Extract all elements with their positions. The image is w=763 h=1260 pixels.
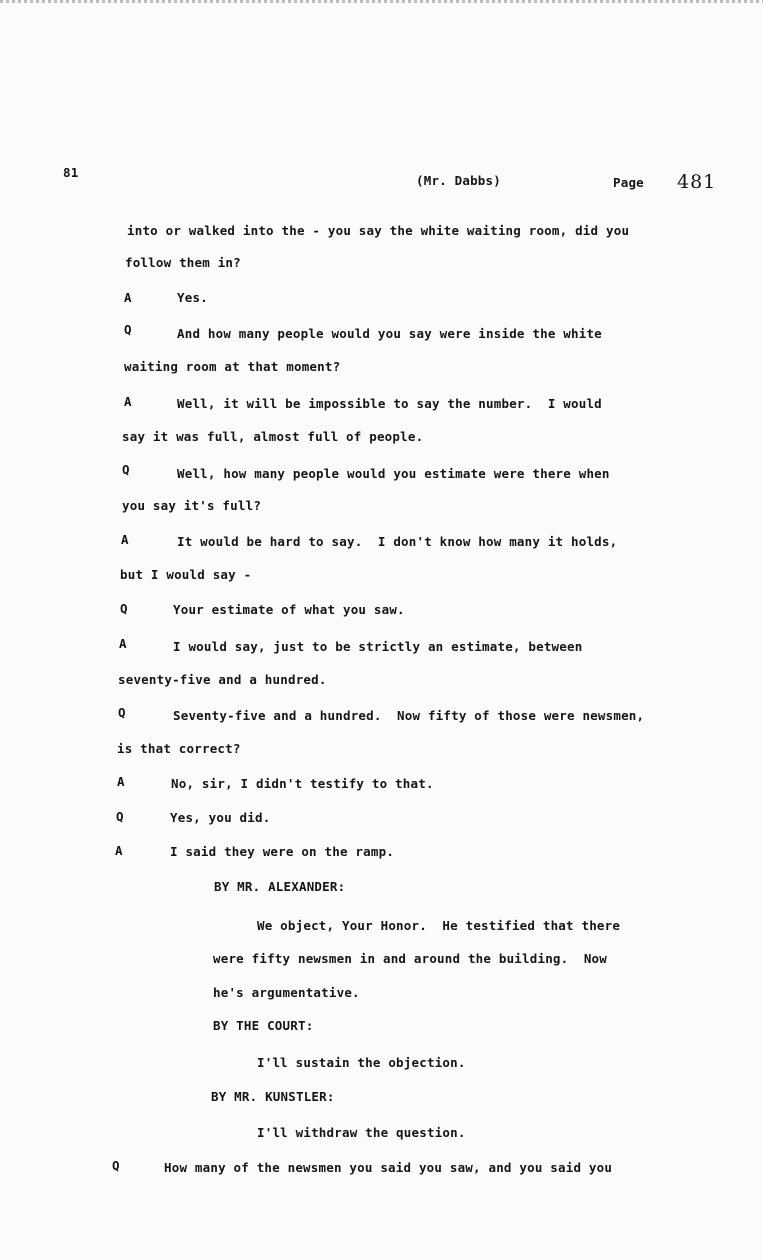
- speaker-label: A: [124, 290, 132, 305]
- colloquy-heading: BY THE COURT:: [213, 1018, 314, 1033]
- witness-name: (Mr. Dabbs): [416, 173, 501, 188]
- transcript-line: into or walked into the - you say the white waiting room, did you: [127, 223, 630, 238]
- speaker-label: Q: [116, 809, 124, 824]
- speaker-label: A: [117, 774, 125, 789]
- transcript-line: but I would say -: [120, 567, 252, 582]
- transcript-line: Seventy-five and a hundred. Now fifty of those were newsmen,: [173, 708, 645, 723]
- transcript-line: Yes, you did.: [170, 810, 271, 825]
- transcript-line: were fifty newsmen in and around the building. Now: [213, 951, 608, 966]
- speaker-label: A: [121, 532, 129, 547]
- transcript-line: I said they were on the ramp.: [170, 844, 395, 859]
- transcript-line: Well, it will be impossible to say the number. I would: [177, 396, 602, 411]
- speaker-label: Q: [124, 322, 132, 337]
- transcript-line: seventy-five and a hundred.: [118, 672, 327, 687]
- transcript-line: is that correct?: [117, 741, 241, 756]
- transcript-line: he's argumentative.: [213, 985, 360, 1000]
- transcript-line: We object, Your Honor. He testified that there: [257, 918, 621, 933]
- transcript-line: waiting room at that moment?: [124, 359, 341, 374]
- speaker-label: A: [124, 394, 132, 409]
- speaker-label: A: [119, 636, 127, 651]
- transcript-line: Well, how many people would you estimate were there when: [177, 466, 610, 481]
- page-label: Page: [613, 175, 644, 190]
- speaker-label: Q: [118, 705, 126, 720]
- colloquy-heading: BY MR. KUNSTLER:: [211, 1089, 335, 1104]
- transcript-line: Yes.: [177, 290, 208, 305]
- line-number: 81: [63, 165, 79, 180]
- colloquy-heading: BY MR. ALEXANDER:: [214, 879, 346, 894]
- speaker-label: A: [115, 843, 123, 858]
- transcript-line: you say it's full?: [122, 498, 262, 513]
- speaker-label: Q: [112, 1158, 120, 1173]
- page-number: 481: [677, 171, 717, 193]
- transcript-line: I would say, just to be strictly an estimate, between: [173, 639, 583, 654]
- transcript-line: It would be hard to say. I don't know how many it holds,: [177, 534, 618, 549]
- transcript-line: I'll withdraw the question.: [257, 1125, 466, 1140]
- transcript-line: How many of the newsmen you said you saw, and you said you: [164, 1160, 613, 1175]
- speaker-label: Q: [120, 601, 128, 616]
- transcript-line: And how many people would you say were inside the white: [177, 326, 602, 341]
- speaker-label: Q: [122, 462, 130, 477]
- transcript-line: I'll sustain the objection.: [257, 1055, 466, 1070]
- transcript-line: Your estimate of what you saw.: [173, 602, 405, 617]
- transcript-line: No, sir, I didn't testify to that.: [171, 776, 434, 791]
- transcript-line: follow them in?: [125, 255, 241, 270]
- transcript-line: say it was full, almost full of people.: [122, 429, 424, 444]
- scan-edge: [0, 0, 763, 3]
